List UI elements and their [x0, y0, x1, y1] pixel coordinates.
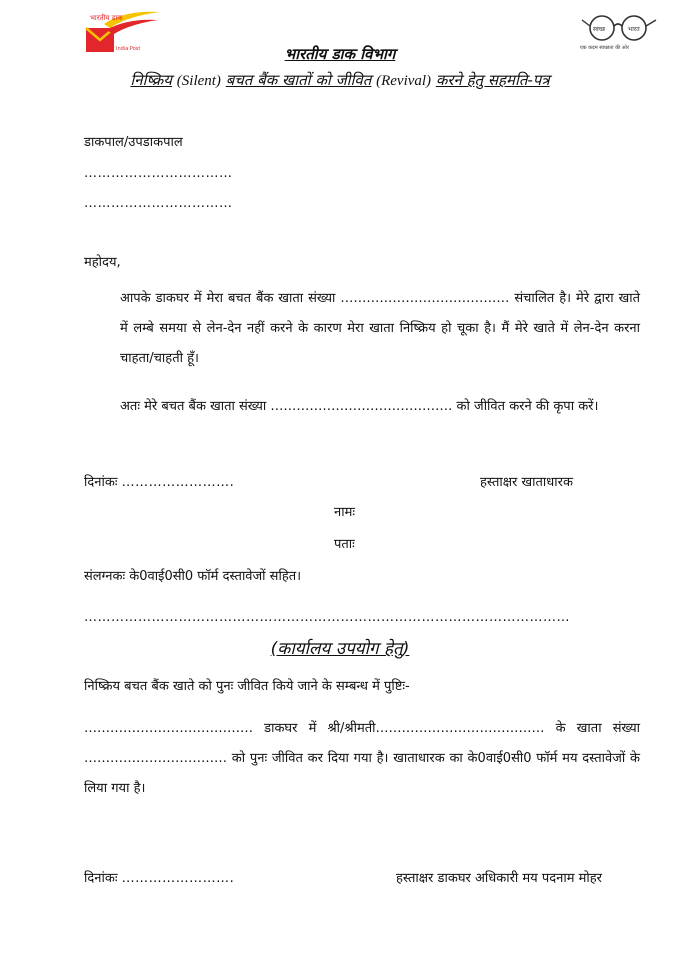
office-date-dots: …………………….: [121, 871, 235, 886]
form-title: [0, 70, 680, 90]
title-part3: बचत बैंक खातों को जीवित: [225, 71, 372, 89]
title-part2: (Silent): [176, 73, 221, 89]
office-paragraph: ………………………………… डाकघर में श्री/श्रीमती………………………………… के खाता संख्या …………………………… को पुनः जीवित कर दिया गया है। खाताधारक का के0वाई0सी0 फॉर्म मय दस्तावेजों के लिया गया है।: [84, 721, 640, 796]
account-holder-signature: हस्ताक्षर खाताधारक: [480, 475, 573, 490]
salutation: महोदय,: [84, 255, 121, 270]
logo-right-tagline: एक कदम स्वच्छता की ओर: [580, 45, 629, 51]
enclosure-note: संलग्नकः के0वाई0सी0 फॉर्म दस्तावेजों सहित।: [84, 569, 302, 584]
addressee-dots-2: ……………………………: [84, 196, 233, 211]
address-label: पताः: [334, 537, 355, 552]
org-name: भारतीय डाक विभाग: [284, 45, 396, 63]
confirmation-line: निष्क्रिय बचत बैंक खाते को पुनः जीवित किये जाने के सम्बन्ध में पुष्टिः-: [84, 679, 410, 694]
logo-right-word1: स्वच्छ: [593, 26, 606, 33]
separator-dots: ………………………………………………………………………………………………: [84, 610, 570, 625]
office-use-heading: (कार्यालय उपयोग हेतु): [270, 639, 410, 659]
office-date-field: [84, 868, 234, 886]
request-paragraph: आपके डाकघर में मेरा बचत बैंक खाता संख्या ………………………………… संचालित है। मेरे द्वारा खाते में लम्बे समया से लेन-देन नहीं करने के कारण मेरा खाता निष्क्रिय हो चूका है। मैं मेरे खाते में लेन-देन करना चाहता/चाहती हूँ।: [120, 291, 640, 366]
addressee-dots-1: ……………………………: [84, 166, 233, 181]
logo-left-text: भारतीय डाक: [90, 14, 123, 22]
logo-right-word2: भारत: [628, 26, 640, 33]
title-part5: करने हेतु सहमति-पत्र: [435, 71, 550, 89]
name-label: नामः: [334, 505, 355, 520]
addressee-to: डाकपाल/उपडाकपाल: [84, 135, 183, 150]
officer-signature: हस्ताक्षर डाकघर अधिकारी मय पदनाम मोहर: [396, 871, 602, 886]
date-label: दिनांकः: [84, 475, 118, 490]
title-part4: (Revival): [376, 73, 432, 89]
revival-paragraph: अतः मेरे बचत बैंक खाता संख्या …………………………………… को जीवित करने की कृपा करें।: [120, 399, 599, 414]
logo-left-sub: India Post: [116, 46, 141, 52]
office-date-label: दिनांकः: [84, 871, 118, 886]
title-part1: निष्क्रिय: [130, 71, 172, 89]
date-field: [84, 472, 234, 490]
date-dots: …………………….: [121, 475, 235, 490]
